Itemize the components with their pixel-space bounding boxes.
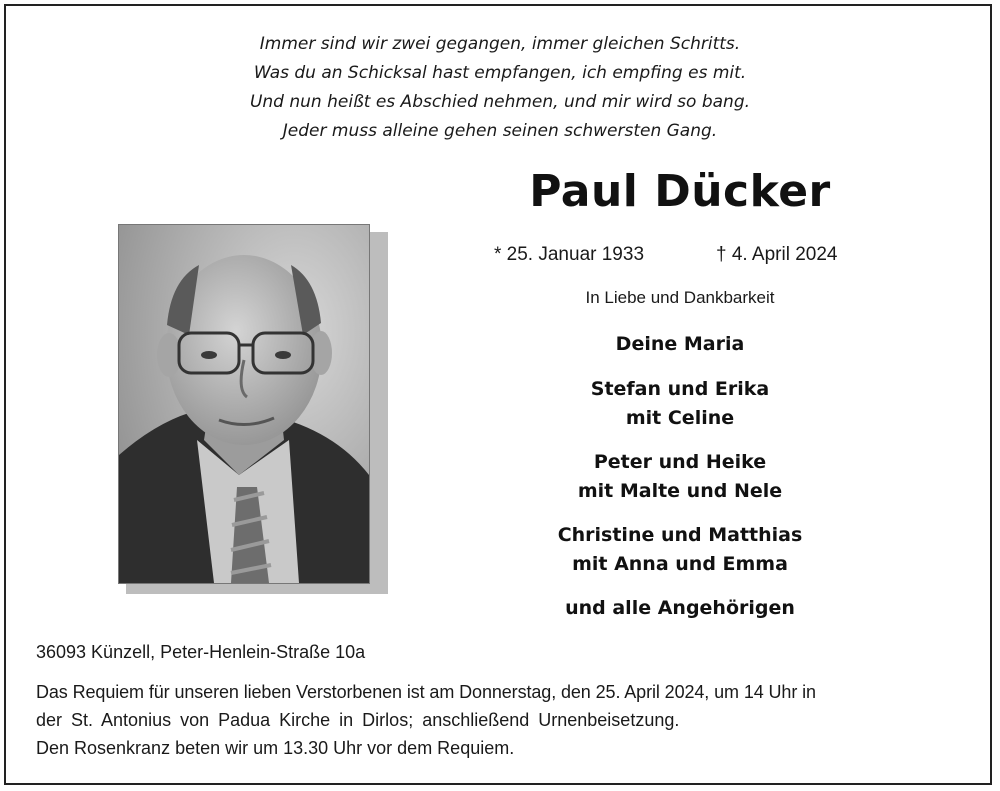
requiem-line: der St. Antonius von Padua Kirche in Dirlos; anschließend Urnenbeisetzung. <box>36 710 680 730</box>
mourner-line: mit Celine <box>625 407 735 429</box>
mourner-group <box>480 521 880 579</box>
mourner-line: Peter und Heike <box>593 451 767 473</box>
birth-date: * 25. Januar 1933 <box>494 244 645 265</box>
requiem-line: Das Requiem für unseren lieben Verstorbenen ist am Donnerstag, den 25. April 2024, um 14 Uhr in <box>36 682 816 702</box>
mourner-line: mit Anna und Emma <box>572 553 788 575</box>
family-address: 36093 Künzell, Peter-Henlein-Straße 10a <box>36 642 366 662</box>
poem-line: Und nun heißt es Abschied nehmen, und mir wird so bang. <box>249 92 751 112</box>
mourner-line: Christine und Matthias <box>557 524 803 546</box>
mourner-group <box>480 448 880 506</box>
mourner-group <box>480 594 880 623</box>
deceased-name: Paul Dücker <box>529 166 831 217</box>
poem-line: Was du an Schicksal hast empfangen, ich empfing es mit. <box>253 63 747 83</box>
poem <box>0 30 1000 146</box>
mourner-group <box>480 330 880 359</box>
mourner-line: Deine Maria <box>615 333 745 355</box>
death-date: † 4. April 2024 <box>716 244 838 265</box>
mourner-line: und alle Angehörigen <box>565 597 795 619</box>
mourners-list <box>480 330 880 638</box>
portrait-illustration <box>119 225 369 583</box>
portrait-photo <box>118 224 370 584</box>
mourner-line: Stefan und Erika <box>590 378 770 400</box>
poem-line: Immer sind wir zwei gegangen, immer gleichen Schritts. <box>259 34 741 54</box>
poem-line: Jeder muss alleine gehen seinen schwersten Gang. <box>282 121 718 141</box>
requiem-notice <box>36 678 966 762</box>
mourner-line: mit Malte und Nele <box>577 480 783 502</box>
requiem-line: Den Rosenkranz beten wir um 13.30 Uhr vor dem Requiem. <box>36 738 515 758</box>
dedication-line: In Liebe und Dankbarkeit <box>585 288 775 307</box>
mourner-group <box>480 375 880 433</box>
